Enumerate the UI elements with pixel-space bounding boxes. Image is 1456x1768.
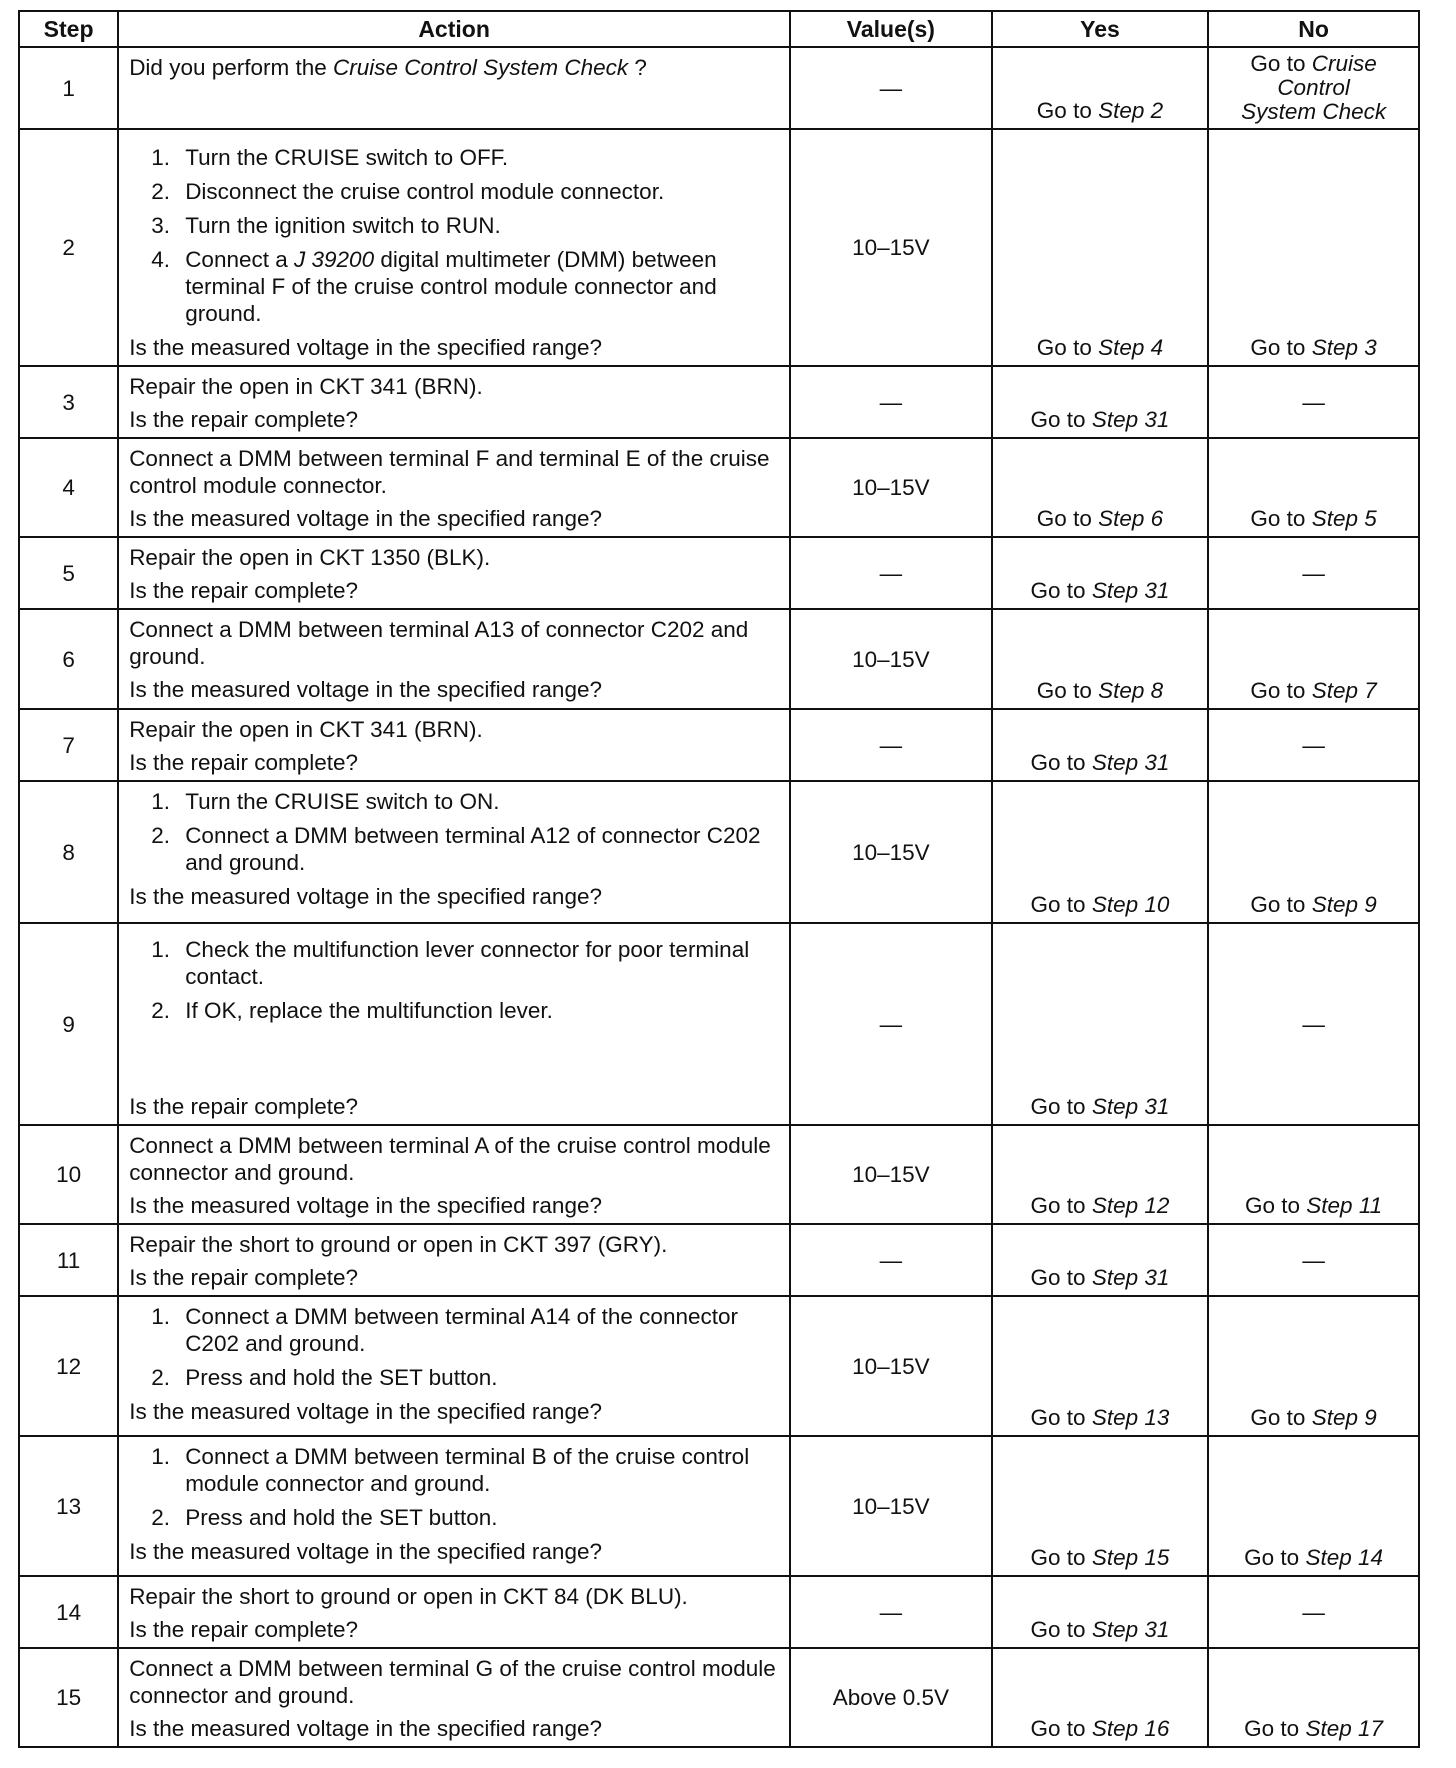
yes-target: Step 15 (1091, 1545, 1170, 1570)
yes-cell: Go to Step 15 (992, 1436, 1208, 1576)
no-cell: — (1208, 537, 1419, 609)
value-cell: 10–15V (790, 781, 992, 923)
yes-target: Step 31 (1091, 750, 1170, 775)
table-row (19, 781, 1419, 923)
step-number: 14 (19, 1576, 118, 1648)
yes-cell: Go to Step 31 (992, 1224, 1208, 1296)
action-text: Repair the open in CKT 1350 (BLK). (129, 545, 491, 570)
list-item: 1. Turn the CRUISE switch to ON. (151, 789, 500, 814)
no-target: Step 14 (1305, 1545, 1384, 1570)
value-cell: 10–15V (790, 609, 992, 709)
yes-target: Step 8 (1098, 678, 1164, 703)
no-target: Step 17 (1305, 1716, 1384, 1741)
yes-target: Step 31 (1091, 1265, 1170, 1290)
yes-target: Step 12 (1091, 1193, 1170, 1218)
action-text: Connect a DMM between terminal F and terminal E of the cruise control module connector. (129, 446, 770, 498)
no-cell: Go to Step 11 (1208, 1125, 1419, 1224)
list-item: 2. Disconnect the cruise control module connector. (151, 179, 665, 204)
yes-target: Step 16 (1091, 1716, 1170, 1741)
yes-target: Step 31 (1091, 578, 1170, 603)
yes-target: Step 6 (1098, 506, 1164, 531)
no-target: Step 9 (1311, 1405, 1377, 1430)
no-target: Cruise (1311, 51, 1377, 76)
step-number: 7 (19, 709, 118, 781)
header-values: Value(s) (790, 11, 992, 47)
action-steps-list (129, 1303, 779, 1391)
step-number: 11 (19, 1224, 118, 1296)
action-cell (118, 923, 790, 1125)
value-cell: 10–15V (790, 129, 992, 366)
value-cell: — (790, 1576, 992, 1648)
question-text: Is the repair complete? (129, 750, 359, 775)
action-steps-list (129, 936, 779, 1024)
no-target: System Check (1241, 99, 1387, 124)
action-text: Repair the open in CKT 341 (BRN). (129, 374, 483, 399)
action-steps-list (129, 144, 779, 327)
question-text: Is the repair complete? (129, 1265, 359, 1290)
step-number: 15 (19, 1648, 118, 1747)
yes-cell: Go to Step 10 (992, 781, 1208, 923)
step-number: 3 (19, 366, 118, 438)
action-text: Repair the open in CKT 341 (BRN). (129, 717, 483, 742)
diagnostic-table (18, 10, 1420, 1748)
yes-target: Step 31 (1091, 1617, 1170, 1642)
list-item: 1. Check the multifunction lever connector for poor terminal contact. (151, 937, 750, 989)
value-cell: Above 0.5V (790, 1648, 992, 1747)
no-cell: Go to Step 9 (1208, 781, 1419, 923)
question-text: Is the repair complete? (129, 1617, 359, 1642)
no-cell: Go to Step 17 (1208, 1648, 1419, 1747)
question-text: Is the measured voltage in the specified range? (129, 884, 602, 909)
header-step: Step (19, 11, 118, 47)
action-cell (118, 1436, 790, 1576)
step-number: 8 (19, 781, 118, 923)
list-item: 1. Connect a DMM between terminal B of the cruise control module connector and ground. (151, 1444, 750, 1496)
table-row (19, 366, 1419, 438)
action-cell (118, 366, 790, 438)
yes-cell (992, 47, 1208, 129)
list-item: 2. Connect a DMM between terminal A12 of connector C202 and ground. (151, 823, 761, 875)
go-to-label: Go to (1036, 98, 1092, 123)
question-text: Is the measured voltage in the specified range? (129, 506, 602, 531)
question-text: Is the repair complete? (129, 1094, 359, 1119)
table-row (19, 1125, 1419, 1224)
yes-target: Step 10 (1091, 892, 1170, 917)
yes-cell: Go to Step 8 (992, 609, 1208, 709)
yes-cell: Go to Step 13 (992, 1296, 1208, 1436)
list-item: 4. Connect a J 39200 digital multimeter (DMM) between terminal F of the cruise control module connector and ground. (151, 247, 717, 326)
action-text: Repair the short to ground or open in CKT 84 (DK BLU). (129, 1584, 688, 1609)
question-text: Is the measured voltage in the specified range? (129, 1193, 602, 1218)
yes-target: Step 31 (1091, 1094, 1170, 1119)
no-cell: Go to Step 9 (1208, 1296, 1419, 1436)
yes-cell: Go to Step 31 (992, 537, 1208, 609)
action-text: ? (628, 55, 647, 80)
table-row (19, 1224, 1419, 1296)
value-cell: 10–15V (790, 1436, 992, 1576)
step-number: 13 (19, 1436, 118, 1576)
no-cell: — (1208, 709, 1419, 781)
list-item: 2. Press and hold the SET button. (151, 1505, 498, 1530)
table-row (19, 1436, 1419, 1576)
step-number: 9 (19, 923, 118, 1125)
yes-cell: Go to Step 16 (992, 1648, 1208, 1747)
no-cell: — (1208, 1224, 1419, 1296)
no-cell: Go to Step 7 (1208, 609, 1419, 709)
no-cell (1208, 47, 1419, 129)
value-cell: — (790, 537, 992, 609)
yes-target: Step 2 (1098, 98, 1164, 123)
action-cell (118, 1576, 790, 1648)
action-cell (118, 129, 790, 366)
action-emphasis: Cruise Control System Check (333, 55, 629, 80)
action-text: Repair the short to ground or open in CKT 397 (GRY). (129, 1232, 668, 1257)
action-steps-list (129, 1443, 779, 1531)
action-text: Did you perform the (129, 55, 334, 80)
question-text: Is the measured voltage in the specified range? (129, 1399, 602, 1424)
value-cell: — (790, 923, 992, 1125)
list-item: 1. Connect a DMM between terminal A14 of the connector C202 and ground. (151, 1304, 738, 1356)
table-row (19, 709, 1419, 781)
question-text: Is the measured voltage in the specified range? (129, 1539, 602, 1564)
yes-cell: Go to Step 31 (992, 366, 1208, 438)
yes-cell: Go to Step 6 (992, 438, 1208, 537)
question-text: Is the repair complete? (129, 578, 359, 603)
list-item: 2. Press and hold the SET button. (151, 1365, 498, 1390)
question-text: Is the measured voltage in the specified range? (129, 677, 602, 702)
action-cell (118, 781, 790, 923)
no-cell: Go to Step 14 (1208, 1436, 1419, 1576)
yes-target: Step 13 (1091, 1405, 1170, 1430)
list-item: 3. Turn the ignition switch to RUN. (151, 213, 501, 238)
no-target: Control (1277, 75, 1350, 100)
action-cell (118, 537, 790, 609)
step-number: 1 (19, 47, 118, 129)
no-target: Step 7 (1311, 678, 1377, 703)
action-cell (118, 1125, 790, 1224)
no-cell: Go to Step 3 (1208, 129, 1419, 366)
action-cell (118, 438, 790, 537)
value-cell: — (790, 1224, 992, 1296)
action-cell (118, 709, 790, 781)
step-number: 2 (19, 129, 118, 366)
yes-target: Step 4 (1098, 335, 1164, 360)
action-text: Connect a DMM between terminal A of the cruise control module connector and ground. (129, 1133, 771, 1185)
question-text: Is the measured voltage in the specified range? (129, 1716, 602, 1741)
no-target: Step 5 (1311, 506, 1377, 531)
question-text: Is the repair complete? (129, 407, 359, 432)
step-number: 6 (19, 609, 118, 709)
header-action: Action (118, 11, 790, 47)
action-text: Connect a DMM between terminal G of the cruise control module connector and ground. (129, 1656, 776, 1708)
diagnostic-table-sheet (18, 10, 1420, 1748)
value-cell: 10–15V (790, 1296, 992, 1436)
table-row (19, 1648, 1419, 1747)
list-item: 2. If OK, replace the multifunction lever. (151, 998, 553, 1023)
header-no: No (1208, 11, 1419, 47)
action-cell (118, 1648, 790, 1747)
table-row (19, 438, 1419, 537)
question-text: Is the measured voltage in the specified range? (129, 335, 602, 360)
action-cell (118, 1296, 790, 1436)
no-cell: — (1208, 366, 1419, 438)
no-target: Step 9 (1311, 892, 1377, 917)
table-row (19, 537, 1419, 609)
table-row (19, 1576, 1419, 1648)
no-cell: — (1208, 923, 1419, 1125)
action-text: Connect a DMM between terminal A13 of connector C202 and ground. (129, 617, 749, 669)
step-number: 5 (19, 537, 118, 609)
yes-cell: Go to Step 31 (992, 1576, 1208, 1648)
yes-cell: Go to Step 12 (992, 1125, 1208, 1224)
value-cell: 10–15V (790, 438, 992, 537)
value-cell: — (790, 709, 992, 781)
no-cell: Go to Step 5 (1208, 438, 1419, 537)
list-item: 1. Turn the CRUISE switch to OFF. (151, 145, 509, 170)
value-cell: 10–15V (790, 1125, 992, 1224)
action-steps-list (129, 788, 779, 876)
table-header-row (19, 11, 1419, 47)
value-cell: — (790, 366, 992, 438)
action-cell (118, 1224, 790, 1296)
action-cell (118, 609, 790, 709)
yes-cell: Go to Step 4 (992, 129, 1208, 366)
table-row (19, 923, 1419, 1125)
yes-cell: Go to Step 31 (992, 923, 1208, 1125)
header-yes: Yes (992, 11, 1208, 47)
table-row (19, 129, 1419, 366)
table-row (19, 609, 1419, 709)
yes-cell: Go to Step 31 (992, 709, 1208, 781)
no-cell: — (1208, 1576, 1419, 1648)
no-text: Go to (1250, 51, 1312, 76)
table-row (19, 1296, 1419, 1436)
table-row (19, 47, 1419, 129)
step-number: 12 (19, 1296, 118, 1436)
no-target: Step 11 (1306, 1193, 1383, 1218)
yes-target: Step 31 (1091, 407, 1170, 432)
step-number: 4 (19, 438, 118, 537)
no-target: Step 3 (1311, 335, 1377, 360)
value-cell: — (790, 47, 992, 129)
action-cell (118, 47, 790, 129)
step-number: 10 (19, 1125, 118, 1224)
